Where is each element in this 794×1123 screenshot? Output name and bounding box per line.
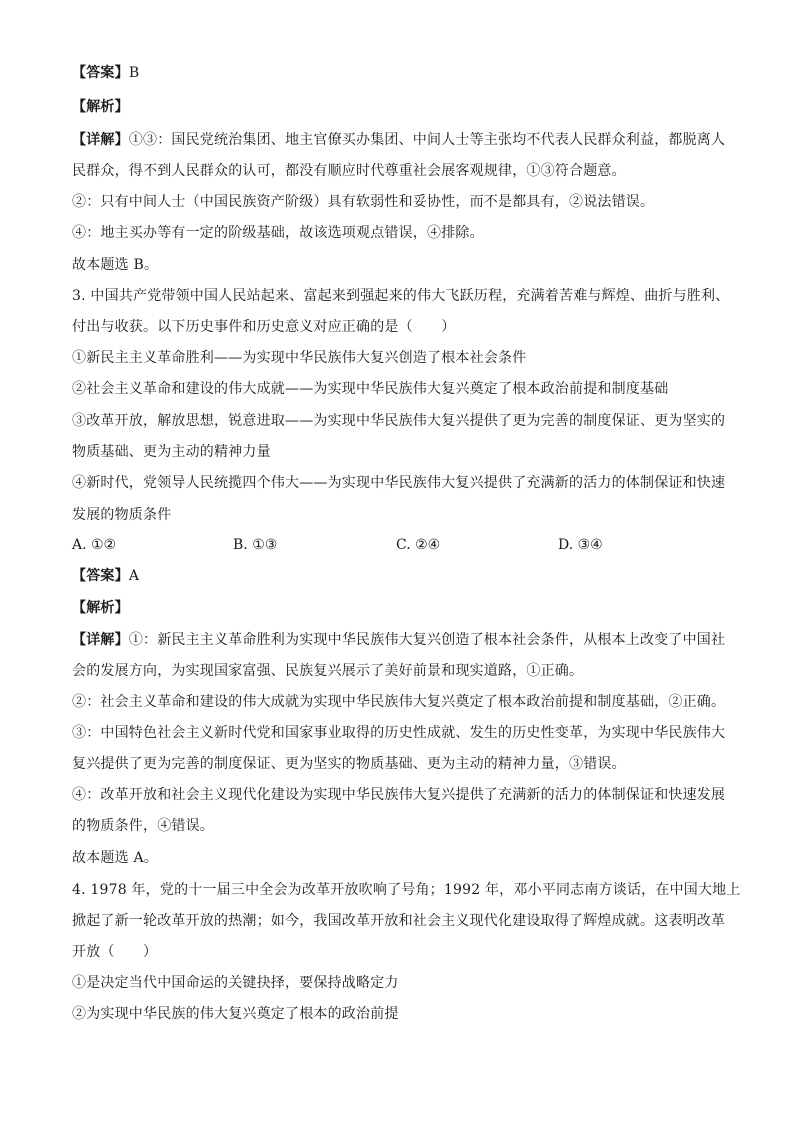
option-a: A. ①② xyxy=(72,537,117,553)
q3-analysis-label: 【解析】 xyxy=(72,600,129,616)
q3-detail-line: 会的发展方向，为实现国家富强、民族复兴展示了美好前景和现实道路，①正确。 xyxy=(72,663,584,679)
detail-label: 【详解】 xyxy=(72,132,129,148)
q2-conclusion: 故本题选 B。 xyxy=(72,257,159,273)
q3-conclusion: 故本题选 A。 xyxy=(72,850,158,866)
q4-stem-line: 掀起了新一轮改革开放的热潮；如今，我国改革开放和社会主义现代化建设取得了辉煌成就。这表明改革 xyxy=(72,913,726,929)
q4-stem-line: 开放（ ） xyxy=(72,944,158,960)
q3-statement: ②社会主义革命和建设的伟大成就——为实现中华民族伟大复兴奠定了根本政治前提和制度基础 xyxy=(72,381,669,397)
q2-answer-line xyxy=(72,63,732,83)
q3-statement: 物质基础、更为主动的精神力量 xyxy=(72,444,271,460)
q3-explanation-line: ②：社会主义革命和建设的伟大成就为实现中华民族伟大复兴奠定了根本政治前提和制度基础，②正确。 xyxy=(72,694,726,710)
q3-answer-line xyxy=(72,566,732,586)
q3-statement: 发展的物质条件 xyxy=(72,507,172,523)
q3-stem-line: 付出与收获。以下历史事件和历史意义对应正确的是（ ） xyxy=(72,319,456,335)
q3-explanation-line: 的物质条件，④错误。 xyxy=(72,818,214,834)
answer-value: B xyxy=(128,65,140,81)
q4-statement: ②为实现中华民族的伟大复兴奠定了根本的政治前提 xyxy=(72,1006,399,1022)
q4-stem-line: 4. 1978 年，党的十一届三中全会为改革开放吹响了号角；1992 年，邓小平同志南方谈话，在中国大地上 xyxy=(72,882,741,898)
q2-detail-line: 民群众，得不到人民群众的认可，都没有顺应时代尊重社会展客观规律，①③符合题意。 xyxy=(72,163,626,179)
option-b: B. ①③ xyxy=(233,537,278,553)
q4-statement: ①是决定当代中国命运的关键抉择，要保持战略定力 xyxy=(72,975,399,991)
q2-analysis-label: 【解析】 xyxy=(72,99,129,115)
q3-statement: ③改革开放，解放思想，锐意进取——为实现中华民族伟大复兴提供了更为完善的制度保证、更为坚实的 xyxy=(72,413,726,429)
answer-label: 【答案】 xyxy=(72,65,129,81)
q3-statement: ①新民主主义革命胜利——为实现中华民族伟大复兴创造了根本社会条件 xyxy=(72,350,527,366)
answer-value: A xyxy=(128,568,140,584)
q3-stem-line: 3. 中国共产党带领中国人民站起来、富起来到强起来的伟大飞跃历程，充满着苦难与辉煌、曲折与胜利、 xyxy=(72,288,730,304)
option-c: C. ②④ xyxy=(396,537,441,553)
q2-explanation-line: ②：只有中间人士（中国民族资产阶级）具有软弱性和妥协性，而不是都具有，②说法错误。 xyxy=(72,194,655,210)
q3-statement: ④新时代，党领导人民统揽四个伟大——为实现中华民族伟大复兴提供了充满新的活力的体制保证和快速 xyxy=(72,475,726,491)
q3-detail-line: 【详解】①：新民主主义革命胜利为实现中华民族伟大复兴创造了根本社会条件，从根本上改变了中国社 xyxy=(72,632,726,648)
q3-explanation-line: 复兴提供了更为完善的制度保证、更为坚实的物质基础、更为主动的精神力量，③错误。 xyxy=(72,756,626,772)
detail-label: 【详解】 xyxy=(72,632,129,648)
option-d: D. ③④ xyxy=(558,537,603,553)
q2-explanation-line: ④：地主买办等有一定的阶级基础，故该选项观点错误，④排除。 xyxy=(72,225,484,241)
q3-explanation-line: ④：改革开放和社会主义现代化建设为实现中华民族伟大复兴提供了充满新的活力的体制保证和快速发展 xyxy=(72,787,726,803)
q2-detail-line: 【详解】①③：国民党统治集团、地主官僚买办集团、中间人士等主张均不代表人民群众利益，都脱离人 xyxy=(72,132,726,148)
q3-explanation-line: ③：中国特色社会主义新时代党和国家事业取得的历史性成就、发生的历史性变革，为实现中华民族伟大 xyxy=(72,725,726,741)
answer-label: 【答案】 xyxy=(72,568,129,584)
